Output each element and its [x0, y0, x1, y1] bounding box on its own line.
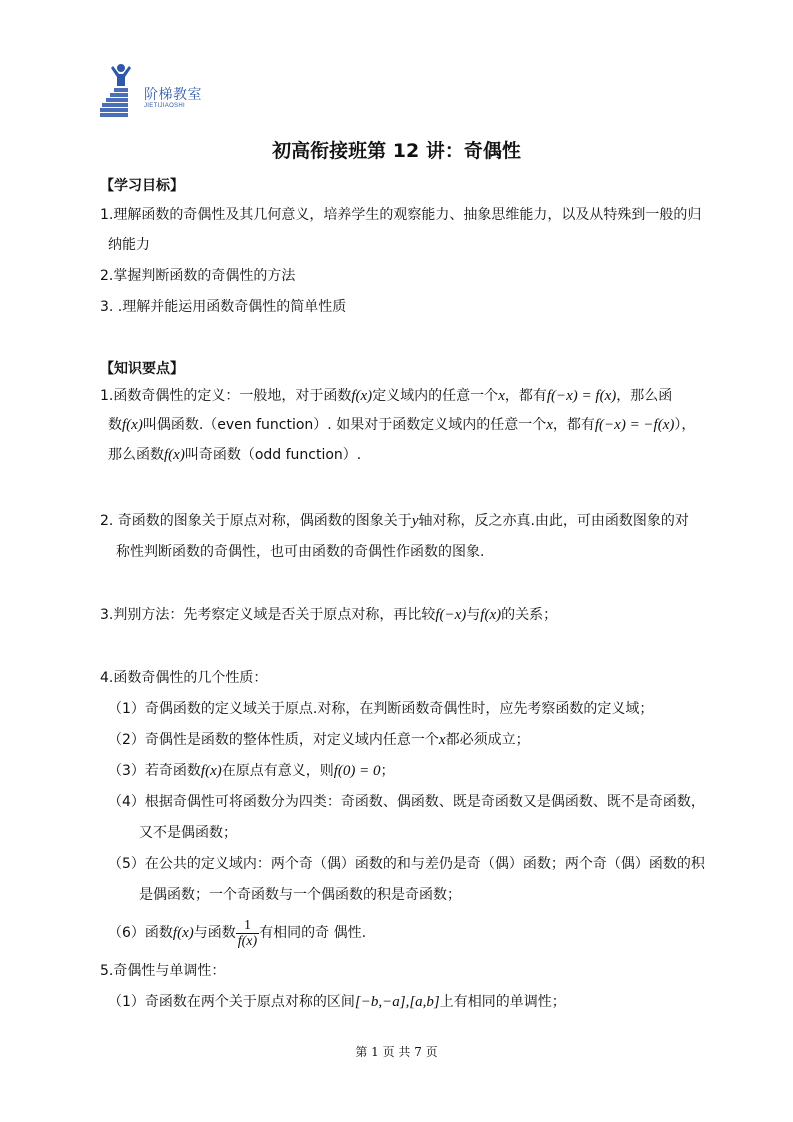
text: 那么函数: [108, 447, 164, 463]
page-title: 初高衔接班第 12 讲：奇偶性: [272, 140, 521, 162]
math-fx: f(x): [480, 607, 502, 623]
method-line: [100, 606, 557, 624]
text: （6）函数: [108, 925, 173, 941]
math-f0: f(0) = 0: [333, 763, 381, 779]
text: 3.判别方法：先考察定义域是否关于原点对称，再比较: [100, 607, 436, 623]
math-f-neg-x: f(−x): [435, 607, 467, 623]
property-6: [108, 916, 366, 950]
text: （1）奇函数在两个关于原点对称的区间: [108, 994, 355, 1010]
math-odd-condition: f(−x) = −f(x): [594, 417, 675, 433]
goal-item-1-cont: 纳能力: [108, 237, 150, 253]
math-even-condition: f(−x) = f(x): [546, 388, 617, 404]
properties-heading: 4.函数奇偶性的几个性质：: [100, 670, 268, 686]
property-1: （1）奇偶函数的定义域关于原点.对称，在判断函数奇偶性时，应先考察函数的定义域；: [108, 701, 654, 717]
math-fx: f(x): [200, 763, 222, 779]
text: ，都有: [552, 417, 595, 433]
logo-stairs-icon: [100, 62, 142, 120]
symmetry-line-1: [100, 512, 689, 530]
math-x: x: [438, 732, 446, 748]
text: ），: [674, 417, 696, 433]
text: 数: [108, 417, 122, 433]
text: 都必须成立；: [445, 732, 530, 748]
math-fx: f(x): [122, 417, 143, 433]
goal-item-1: 1.理解函数的奇偶性及其几何意义，培养学生的观察能力、抽象思维能力，以及从特殊到一般的归: [100, 207, 702, 223]
property-4: （4）根据奇偶性可将函数分为四类：奇函数、偶函数、既是奇函数又是偶函数、既不是奇函数，: [108, 794, 705, 810]
fraction-denominator: f(x): [237, 933, 258, 949]
text: ；: [380, 763, 395, 779]
property-4-cont: 又不是偶函数；: [139, 825, 237, 841]
page-number: 第 1 页 共 7 页: [355, 1045, 438, 1059]
definition-line-2: [108, 416, 695, 434]
logo-name: 阶梯教室: [144, 87, 202, 103]
goal-item-3: 3. .理解并能运用函数奇偶性的简单性质: [100, 299, 347, 315]
text: （2）奇偶性是函数的整体性质，对定义域内任意一个: [108, 732, 439, 748]
math-x: x: [546, 417, 553, 433]
text: 叫偶函数.（even function）. 如果对于函数定义域内的任意一个: [142, 417, 547, 433]
text: 1.函数奇偶性的定义：一般地，对于函数: [100, 388, 352, 404]
text: 的关系；: [501, 607, 558, 623]
math-reciprocal-fraction: [236, 918, 259, 949]
monotonicity-heading: 5.奇偶性与单调性：: [100, 963, 226, 979]
logo: [100, 62, 240, 122]
logo-subtitle: JIETIJIAOSHI: [144, 103, 185, 109]
text: 在原点有意义，则: [221, 763, 334, 779]
text: 2. 奇函数的图象关于原点对称，偶函数的图象关于: [100, 513, 412, 529]
symmetry-line-2: 称性判断函数的奇偶性，也可由函数的奇偶性作函数的图象.: [116, 544, 485, 560]
math-x: x: [498, 388, 505, 404]
text: 有相同的奇 偶性.: [259, 925, 367, 941]
text: ，都有: [504, 388, 547, 404]
knowledge-heading: 【知识要点】: [100, 361, 184, 377]
math-fx: f(x): [164, 447, 185, 463]
text: 定义域内的任意一个: [372, 388, 499, 404]
goal-item-2: 2.掌握判断函数的奇偶性的方法: [100, 268, 296, 284]
learning-goals-heading: 【学习目标】: [100, 178, 184, 194]
property-5: （5）在公共的定义域内：两个奇（偶）函数的和与差仍是奇（偶）函数；两个奇（偶）函数的积: [108, 856, 705, 872]
text: 轴对称，反之亦真.由此，可由函数图象的对: [418, 513, 689, 529]
text: 与函数: [193, 925, 236, 941]
math-fx: f(x): [172, 925, 194, 941]
math-intervals: [−b,−a],[a,b]: [354, 994, 440, 1010]
definition-line-3: [108, 446, 361, 464]
text: ，那么函: [616, 388, 673, 404]
text: 叫奇函数（odd function）.: [184, 447, 362, 463]
math-fx: f(x): [351, 388, 373, 404]
text: 上有相同的单调性；: [439, 994, 566, 1010]
property-3: [108, 762, 395, 780]
property-2: [108, 731, 530, 749]
property-5-cont: 是偶函数；一个奇函数与一个偶函数的积是奇函数；: [139, 887, 461, 903]
text: （3）若奇函数: [108, 763, 201, 779]
fraction-numerator: 1: [236, 918, 259, 934]
monotonicity-1: [108, 993, 566, 1011]
math-y: y: [411, 513, 419, 529]
definition-line-1: [100, 387, 672, 405]
text: 与: [466, 607, 481, 623]
